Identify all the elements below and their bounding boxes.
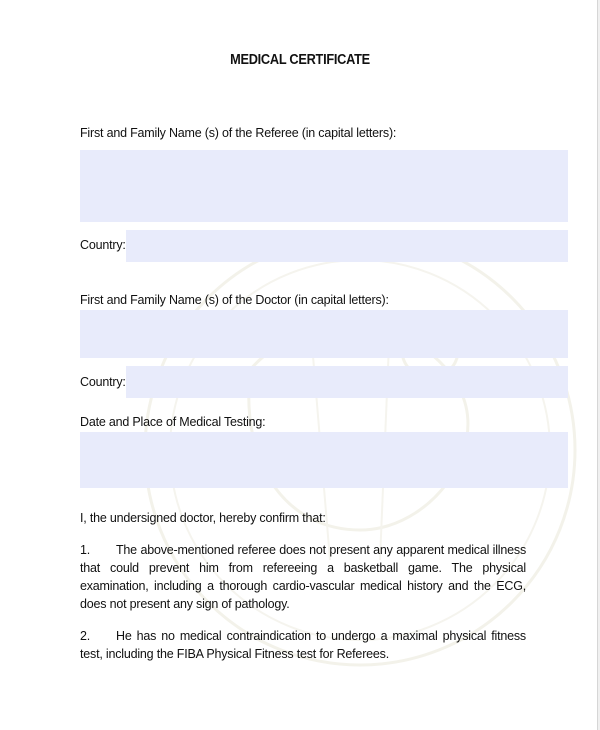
confirm-intro: I, the undersigned doctor, hereby confirm that: bbox=[80, 511, 326, 525]
referee-name-field[interactable] bbox=[80, 150, 568, 222]
doctor-name-field[interactable] bbox=[80, 310, 568, 358]
referee-country-field[interactable] bbox=[126, 230, 568, 262]
testing-field[interactable] bbox=[80, 432, 568, 488]
testing-label: Date and Place of Medical Testing: bbox=[80, 415, 266, 429]
doctor-country-field[interactable] bbox=[126, 366, 568, 398]
doctor-name-label: First and Family Name (s) of the Doctor (in capital letters): bbox=[80, 293, 389, 307]
item-number: 2. bbox=[80, 629, 91, 643]
referee-name-label: First and Family Name (s) of the Referee (in capital letters): bbox=[80, 126, 397, 140]
referee-country-label: Country: bbox=[80, 238, 126, 252]
item-number: 1. bbox=[80, 543, 91, 557]
confirm-item-1 bbox=[80, 541, 526, 613]
item-text: He has no medical contraindication to undergo a maximal physical fitness test, including the FIBA Physical Fitness test for Referees. bbox=[80, 629, 526, 661]
confirm-item-2 bbox=[80, 627, 526, 663]
doctor-country-label: Country: bbox=[80, 375, 126, 389]
item-text: The above-mentioned referee does not present any apparent medical illness that could prevent him from refereeing a basketball game. The physical examination, including a thorough cardio-vascular medical history and the ECG, does not present any sign of pathology. bbox=[80, 543, 526, 611]
page-title: MEDICAL CERTIFICATE bbox=[230, 52, 370, 68]
